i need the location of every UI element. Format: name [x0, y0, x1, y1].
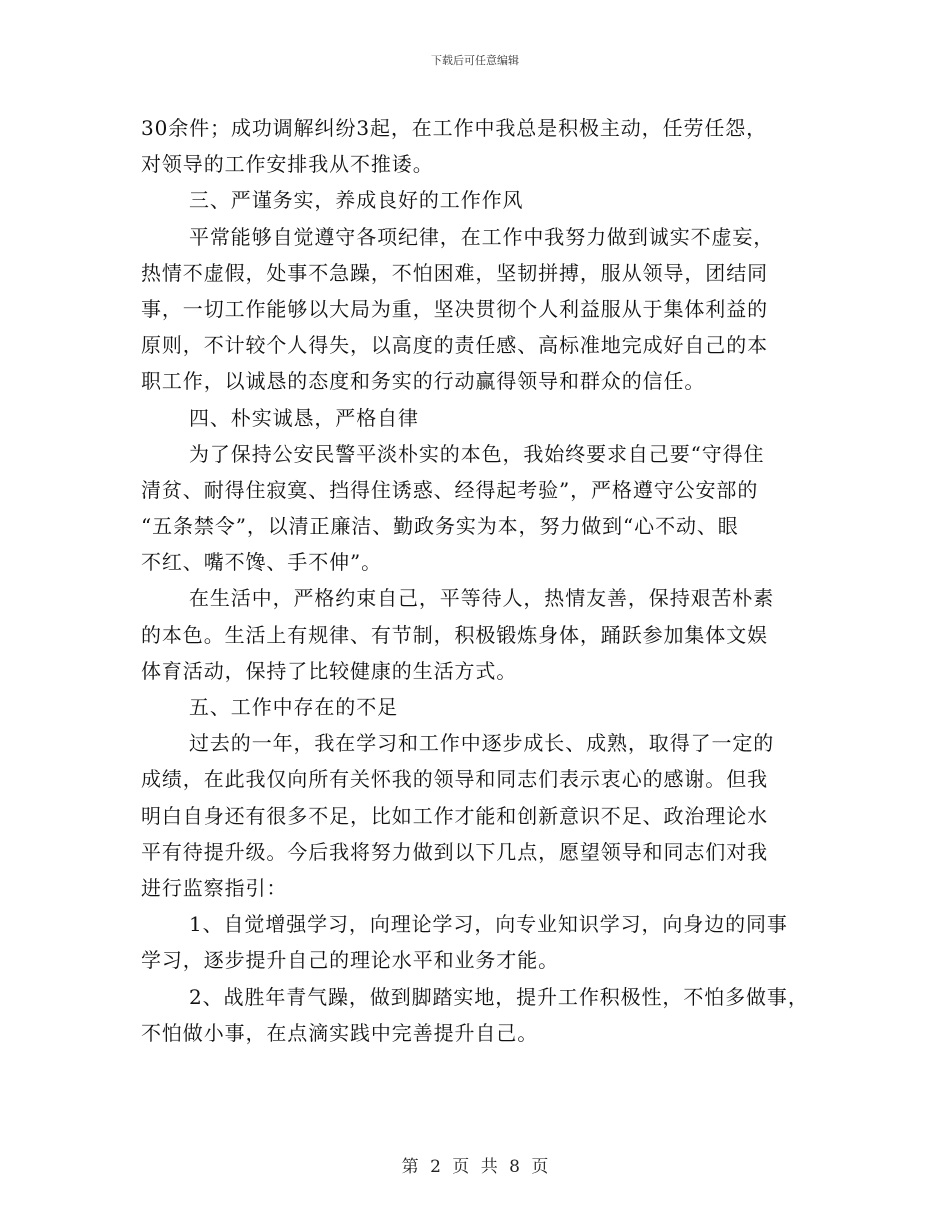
text-line: 原则，不计较个人得失，以高度的责任感、高标准地完成好自己的本 — [141, 333, 768, 358]
text-line: 平常能够自觉遵守各项纪律，在工作中我努力做到诚实不虚妄， — [189, 224, 775, 249]
text-line: 热情不虚假，处事不急躁，不怕困难，坚韧拼搏，服从领导，团结同 — [141, 260, 768, 285]
text-line: 为了保持公安民警平淡朴实的本色，我始终要求自己要“守得住 — [189, 441, 765, 466]
document-body — [141, 110, 821, 1051]
text-line: “五条禁令”，以清正廉洁、勤政务实为本，努力做到“心不动、眼 — [141, 514, 739, 539]
page-footer: 第 2 页 共 8 页 — [401, 1157, 549, 1177]
text-line: 学习，逐步提升自己的理论水平和业务才能。 — [141, 948, 559, 973]
text-line: 在生活中，严格约束自己，平等待人，热情友善，保持艰苦朴素 — [189, 586, 775, 611]
text-line: 30余件；成功调解纠纷3起，在工作中我总是积极主动，任劳任怨， — [141, 116, 768, 140]
text-line: 五、工作中存在的不足 — [189, 695, 398, 719]
text-line: 1、自觉增强学习，向理论学习，向专业知识学习，向身边的同事 — [189, 912, 788, 937]
text-line: 进行监察指引： — [141, 875, 288, 900]
text-line: 的本色。生活上有规律、有节制，积极锻炼身体，踊跃参加集体文娱 — [141, 622, 768, 647]
text-line: 不红、嘴不馋、手不伸”。 — [141, 550, 383, 575]
text-line: 事，一切工作能够以大局为重，坚决贯彻个人利益服从于集体利益的 — [141, 296, 768, 321]
text-line: 清贫、耐得住寂寞、挡得住诱惑、经得起考验”，严格遵守公安部的 — [141, 477, 759, 502]
text-line: 2、战胜年青气躁，做到脚踏实地，提升工作积极性，不怕多做事， — [189, 984, 809, 1009]
text-line: 不怕做小事，在点滴实践中完善提升自己。 — [141, 1020, 539, 1045]
text-line: 过去的一年，我在学习和工作中逐步成长、成熟，取得了一定的 — [189, 731, 775, 756]
text-line: 三、严谨务实，养成良好的工作作风 — [189, 188, 524, 213]
text-line: 对领导的工作安排我从不推诿。 — [141, 152, 434, 177]
text-line: 平有待提升级。今后我将努力做到以下几点，愿望领导和同志们对我 — [141, 839, 768, 864]
text-line: 成绩，在此我仅向所有关怀我的领导和同志们表示衷心的感谢。但我 — [141, 767, 768, 792]
text-line: 职工作，以诚恳的态度和务实的行动赢得领导和群众的信任。 — [141, 369, 706, 394]
page-header: 下载后可任意编辑 — [431, 54, 519, 67]
text-line: 体育活动，保持了比较健康的生活方式。 — [141, 658, 518, 683]
text-line: 四、朴实诚恳，严格自律 — [189, 405, 419, 430]
text-line: 明白自身还有很多不足，比如工作才能和创新意识不足、政治理论水 — [141, 803, 768, 828]
